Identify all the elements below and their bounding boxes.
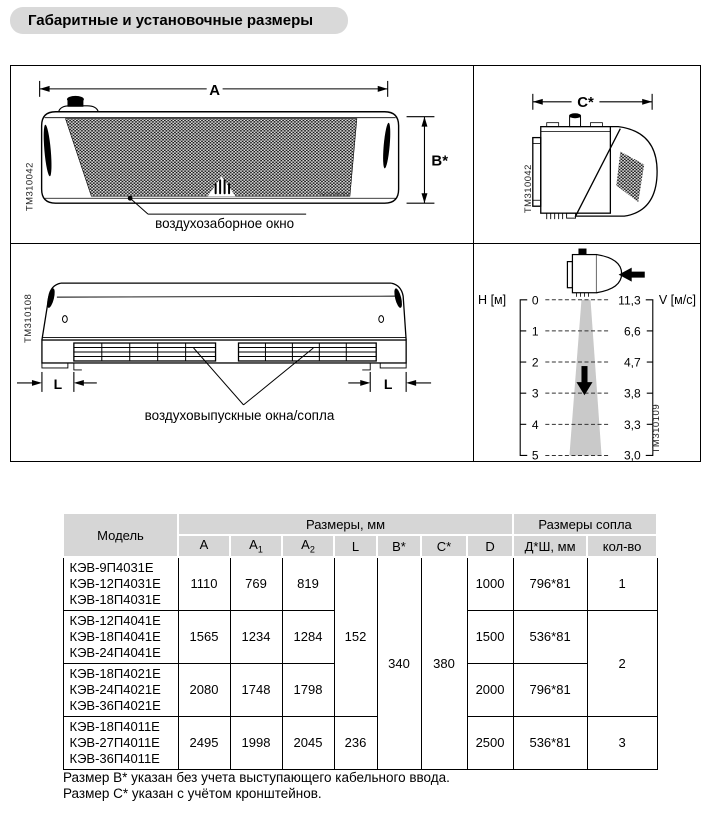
bottom-view-panel <box>11 244 474 461</box>
brand-logo-text: Тепломаш <box>318 191 350 199</box>
col-header-l: L <box>334 535 377 557</box>
col-header-model: Модель <box>63 513 178 557</box>
v-tick-labels <box>618 293 641 461</box>
dim-c <box>533 94 652 111</box>
nozzle-count-value: 2 <box>587 610 657 716</box>
intake-callout-label: воздухозаборное окно <box>155 216 295 232</box>
col-header-b: B* <box>377 535 421 557</box>
side-view-panel <box>474 66 700 244</box>
col-header-nozzle-count: кол-во <box>587 535 657 557</box>
nozzle-count-value: 3 <box>587 716 657 769</box>
dim-a <box>40 81 388 99</box>
page-title: Габаритные и установочные размеры <box>28 12 314 29</box>
unit-icon <box>567 249 621 297</box>
nozzle-size-value: 536*81 <box>513 610 587 663</box>
nozzle-count-value: 1 <box>587 557 657 610</box>
figure-box <box>10 65 701 462</box>
model-cell: КЭВ-9П4031Е КЭВ-12П4031Е КЭВ-18П4031Е <box>63 557 178 610</box>
nozzle-size-value: 796*81 <box>513 557 587 610</box>
dim-b <box>407 117 449 204</box>
nozzle-size-value: 796*81 <box>513 663 587 716</box>
dim-a1-value: 769 <box>230 557 282 610</box>
dim-l-right-label: L <box>383 375 393 392</box>
front-view-code: TM310042 <box>24 162 36 212</box>
front-view-drawing <box>11 66 473 243</box>
dim-a-label: A <box>209 82 221 99</box>
side-view-code: TM310042 <box>522 164 534 214</box>
outlet-callout-label: воздуховыпускные окна/сопла <box>144 407 335 423</box>
col-header-a1: $A_1$ <box>230 535 282 557</box>
model-cell: КЭВ-18П4011Е КЭВ-27П4011Е КЭВ-36П4011Е <box>63 716 178 769</box>
intake-callout <box>128 196 306 231</box>
left-end-vent <box>42 124 53 176</box>
model-cell: КЭВ-12П4041Е КЭВ-18П4041Е КЭВ-24П4041Е <box>63 610 178 663</box>
v-axis-label: V [м/с] <box>658 292 697 307</box>
col-header-d: D <box>467 535 513 557</box>
svg-text:5: 5 <box>531 448 539 461</box>
dim-c-value: 380 <box>421 557 467 769</box>
dim-l-left-label: L <box>53 375 63 392</box>
svg-text:3,8: 3,8 <box>623 386 641 401</box>
footnotes <box>63 770 450 802</box>
dim-a-value: 1110 <box>178 557 230 610</box>
dim-b-value: 340 <box>377 557 421 769</box>
front-view-panel <box>11 66 474 244</box>
dim-d-value: 1000 <box>467 557 513 610</box>
table-row <box>63 557 657 610</box>
dim-l-value: 152 <box>334 557 377 716</box>
page-title-pill <box>10 7 348 34</box>
right-end-vent <box>382 123 392 169</box>
svg-text:3,3: 3,3 <box>623 417 641 432</box>
col-header-c: C* <box>421 535 467 557</box>
dim-a-value: 2080 <box>178 663 230 716</box>
h-tick-labels <box>532 293 539 461</box>
bottom-view-drawing <box>11 244 473 461</box>
svg-text:6,6: 6,6 <box>623 324 641 339</box>
dim-a2-value: 1284 <box>282 610 334 663</box>
side-view-drawing <box>474 66 700 243</box>
intake-grille <box>65 119 356 197</box>
note-c: Размер С* указан с учётом кронштейнов. <box>63 786 322 801</box>
dim-a-value: 2495 <box>178 716 230 769</box>
dim-d-value: 1500 <box>467 610 513 663</box>
svg-text:1: 1 <box>531 324 539 339</box>
group-header-sizes: Размеры, мм <box>178 513 513 535</box>
intake-arrow-icon <box>619 268 645 282</box>
dim-l-left <box>17 372 97 392</box>
table-row <box>63 716 657 769</box>
dim-l-value: 236 <box>334 716 377 769</box>
col-header-nozzle-size: Д*Ш, мм <box>513 535 587 557</box>
airflow-code: TM310109 <box>650 403 662 454</box>
height-scale <box>520 300 527 456</box>
group-header-nozzle: Размеры сопла <box>513 513 657 535</box>
dim-a-value: 1565 <box>178 610 230 663</box>
outlet-callout <box>145 348 335 423</box>
dim-l-right <box>348 372 431 392</box>
dim-a2-value: 1798 <box>282 663 334 716</box>
bottom-view-code: TM310108 <box>22 293 34 344</box>
outlet-grille-right <box>239 343 377 361</box>
col-header-a2: $A_2$ <box>282 535 334 557</box>
model-cell: КЭВ-18П4021Е КЭВ-24П4021Е КЭВ-36П4021Е <box>63 663 178 716</box>
col-header-a: A <box>178 535 230 557</box>
svg-text:11,3: 11,3 <box>618 293 641 308</box>
airflow-diagram <box>474 244 700 461</box>
dim-a1-value: 1748 <box>230 663 282 716</box>
airflow-panel <box>474 244 700 461</box>
dim-b-label: B* <box>431 153 449 170</box>
dim-c-label: C* <box>577 94 594 111</box>
nozzle-size-value: 536*81 <box>513 716 587 769</box>
side-outlet-grille <box>616 152 644 203</box>
svg-text:4: 4 <box>531 417 539 432</box>
dim-a1-value: 1234 <box>230 610 282 663</box>
svg-text:3: 3 <box>531 386 539 401</box>
svg-text:4,7: 4,7 <box>623 355 641 370</box>
svg-text:2: 2 <box>531 355 539 370</box>
dim-a2-value: 2045 <box>282 716 334 769</box>
note-b: Размер В* указан без учета выступающего кабельного ввода. <box>63 770 450 785</box>
h-axis-label: H [м] <box>478 292 507 307</box>
dim-a2-value: 819 <box>282 557 334 610</box>
dim-a1-value: 1998 <box>230 716 282 769</box>
outlet-grille-left <box>74 343 216 361</box>
dimensions-table <box>62 512 658 770</box>
dim-d-value: 2000 <box>467 663 513 716</box>
dim-d-value: 2500 <box>467 716 513 769</box>
svg-text:0: 0 <box>531 293 539 308</box>
svg-text:3,0: 3,0 <box>623 448 641 461</box>
